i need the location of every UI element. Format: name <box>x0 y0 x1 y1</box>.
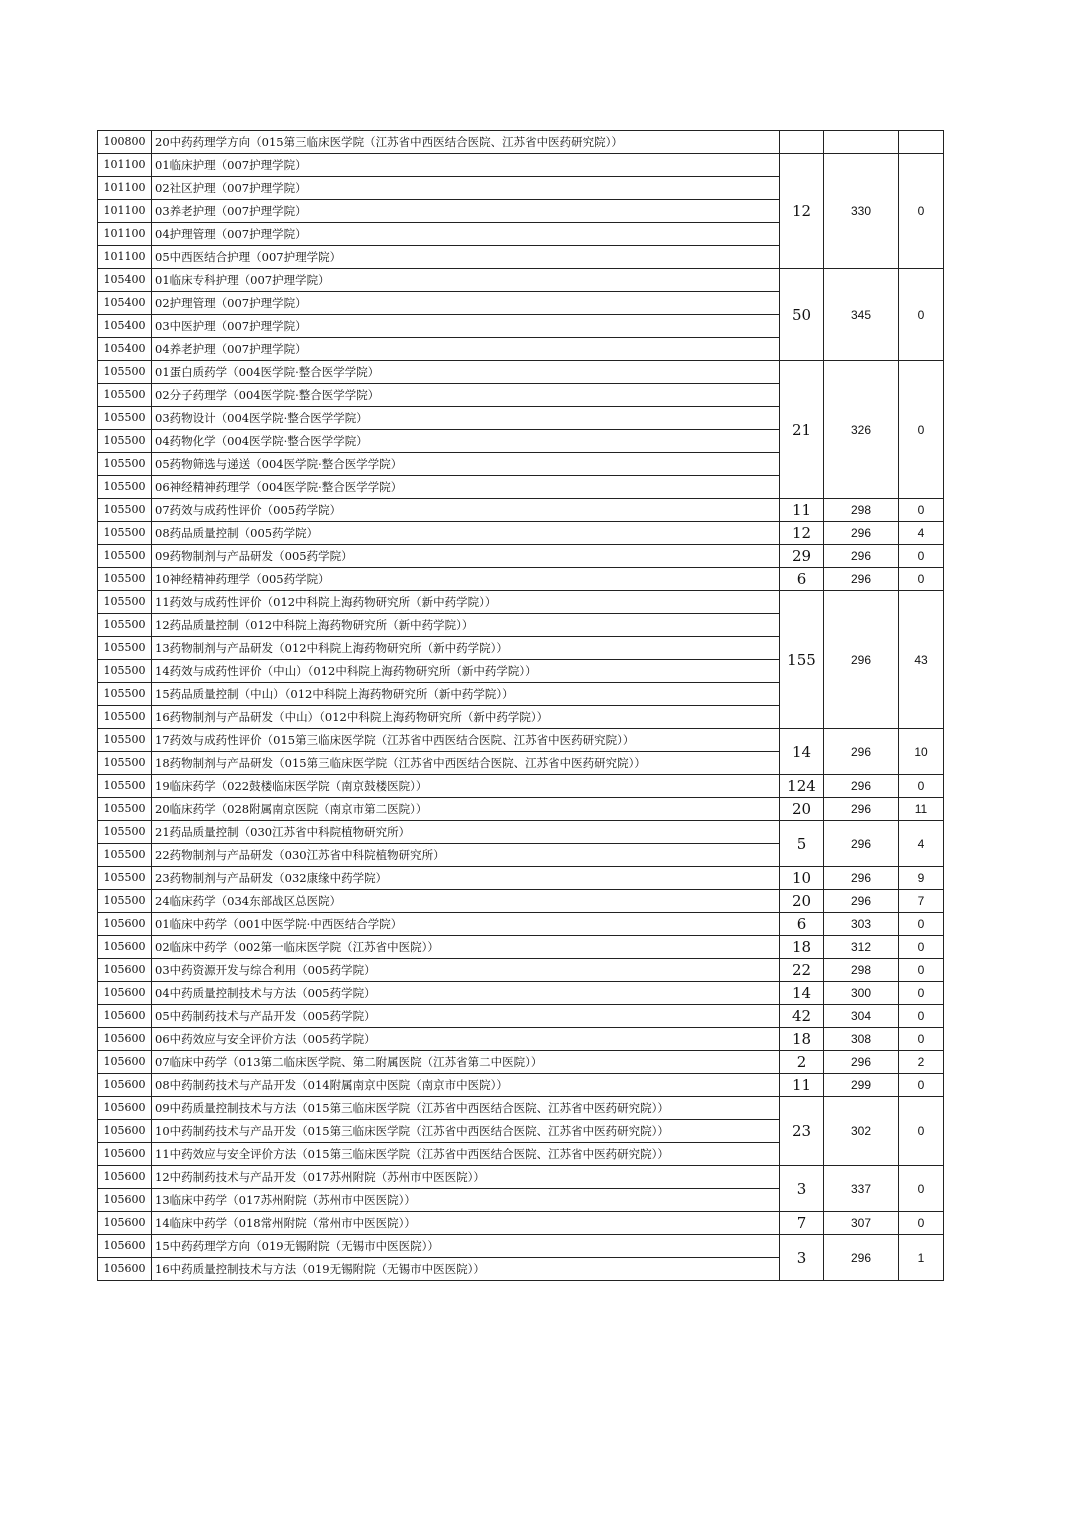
plan-count: 3 <box>780 1166 824 1212</box>
plan-count: 18 <box>780 1028 824 1051</box>
direction-name: 02护理管理（007护理学院） <box>152 292 780 315</box>
direction-name: 06中药效应与安全评价方法（005药学院） <box>152 1028 780 1051</box>
min-score: 298 <box>824 959 899 982</box>
major-code: 105600 <box>98 1074 152 1097</box>
direction-name: 05中药制药技术与产品开发（005药学院） <box>152 1005 780 1028</box>
min-score: 330 <box>824 154 899 269</box>
table-row <box>98 1212 944 1235</box>
min-score: 296 <box>824 775 899 798</box>
major-code: 105600 <box>98 1166 152 1189</box>
direction-name: 13药物制剂与产品研发（012中科院上海药物研究所（新中药学院）） <box>152 637 780 660</box>
table-row <box>98 591 944 614</box>
table-row <box>98 1097 944 1120</box>
major-code: 105500 <box>98 867 152 890</box>
plan-count: 18 <box>780 936 824 959</box>
adjust-count: 0 <box>899 545 944 568</box>
adjust-count: 0 <box>899 1005 944 1028</box>
table-row <box>98 982 944 1005</box>
direction-name: 20中药药理学方向（015第三临床医学院（江苏省中西医结合医院、江苏省中医药研究院）） <box>152 131 780 154</box>
major-code: 105500 <box>98 798 152 821</box>
direction-name: 15中药药理学方向（019无锡附院（无锡市中医医院）） <box>152 1235 780 1258</box>
min-score: 308 <box>824 1028 899 1051</box>
direction-name: 04护理管理（007护理学院） <box>152 223 780 246</box>
major-code: 105500 <box>98 453 152 476</box>
major-code: 105600 <box>98 959 152 982</box>
min-score: 296 <box>824 591 899 729</box>
min-score: 296 <box>824 1051 899 1074</box>
major-code: 105500 <box>98 430 152 453</box>
direction-name: 03药物设计（004医学院·整合医学学院） <box>152 407 780 430</box>
min-score: 296 <box>824 867 899 890</box>
major-code: 105600 <box>98 1028 152 1051</box>
min-score: 296 <box>824 890 899 913</box>
major-code: 105400 <box>98 315 152 338</box>
min-score <box>824 131 899 154</box>
adjust-count: 7 <box>899 890 944 913</box>
table-row <box>98 890 944 913</box>
major-code: 105500 <box>98 522 152 545</box>
direction-name: 12中药制药技术与产品开发（017苏州附院（苏州市中医医院）） <box>152 1166 780 1189</box>
direction-name: 08中药制药技术与产品开发（014附属南京中医院（南京市中医院）） <box>152 1074 780 1097</box>
direction-name: 14临床中药学（018常州附院（常州市中医医院）） <box>152 1212 780 1235</box>
major-code: 105600 <box>98 1235 152 1258</box>
table-row <box>98 131 944 154</box>
min-score: 337 <box>824 1166 899 1212</box>
major-code: 105600 <box>98 1005 152 1028</box>
plan-count: 5 <box>780 821 824 867</box>
direction-name: 16中药质量控制技术与方法（019无锡附院（无锡市中医医院）） <box>152 1258 780 1281</box>
plan-count: 23 <box>780 1097 824 1166</box>
major-code: 105500 <box>98 407 152 430</box>
direction-name: 04中药质量控制技术与方法（005药学院） <box>152 982 780 1005</box>
min-score: 296 <box>824 729 899 775</box>
table-row <box>98 361 944 384</box>
table-row <box>98 545 944 568</box>
direction-name: 15药品质量控制（中山）（012中科院上海药物研究所（新中药学院）） <box>152 683 780 706</box>
table-row <box>98 522 944 545</box>
adjust-count: 43 <box>899 591 944 729</box>
direction-name: 11药效与成药性评价（012中科院上海药物研究所（新中药学院）） <box>152 591 780 614</box>
plan-count: 42 <box>780 1005 824 1028</box>
major-code: 105600 <box>98 1189 152 1212</box>
min-score: 304 <box>824 1005 899 1028</box>
major-code: 105500 <box>98 591 152 614</box>
direction-name: 14药效与成药性评价（中山）（012中科院上海药物研究所（新中药学院）） <box>152 660 780 683</box>
direction-name: 22药物制剂与产品研发（030江苏省中科院植物研究所） <box>152 844 780 867</box>
min-score: 345 <box>824 269 899 361</box>
table-row <box>98 1028 944 1051</box>
adjust-count: 10 <box>899 729 944 775</box>
table-row <box>98 798 944 821</box>
major-code: 105600 <box>98 1143 152 1166</box>
plan-count: 6 <box>780 568 824 591</box>
table-row <box>98 775 944 798</box>
plan-count: 124 <box>780 775 824 798</box>
major-code: 105500 <box>98 568 152 591</box>
direction-name: 01蛋白质药学（004医学院·整合医学学院） <box>152 361 780 384</box>
major-code: 105500 <box>98 821 152 844</box>
direction-name: 05药物筛选与递送（004医学院·整合医学学院） <box>152 453 780 476</box>
major-code: 105600 <box>98 1051 152 1074</box>
major-code: 105600 <box>98 913 152 936</box>
major-code: 105500 <box>98 384 152 407</box>
major-code: 105400 <box>98 292 152 315</box>
adjust-count: 1 <box>899 1235 944 1281</box>
adjust-count: 0 <box>899 959 944 982</box>
table-row <box>98 913 944 936</box>
direction-name: 13临床中药学（017苏州附院（苏州市中医医院）） <box>152 1189 780 1212</box>
direction-name: 12药品质量控制（012中科院上海药物研究所（新中药学院）） <box>152 614 780 637</box>
min-score: 302 <box>824 1097 899 1166</box>
adjust-count: 0 <box>899 361 944 499</box>
major-code: 105500 <box>98 660 152 683</box>
direction-name: 03养老护理（007护理学院） <box>152 200 780 223</box>
table-row <box>98 1166 944 1189</box>
major-code: 105500 <box>98 361 152 384</box>
major-code: 105600 <box>98 1212 152 1235</box>
major-code: 105600 <box>98 982 152 1005</box>
direction-name: 04药物化学（004医学院·整合医学学院） <box>152 430 780 453</box>
direction-name: 02社区护理（007护理学院） <box>152 177 780 200</box>
plan-count: 14 <box>780 729 824 775</box>
table-row <box>98 959 944 982</box>
plan-count <box>780 131 824 154</box>
plan-count: 14 <box>780 982 824 1005</box>
major-code: 105500 <box>98 476 152 499</box>
adjust-count: 0 <box>899 499 944 522</box>
major-code: 101100 <box>98 246 152 269</box>
plan-count: 11 <box>780 499 824 522</box>
direction-name: 04养老护理（007护理学院） <box>152 338 780 361</box>
direction-name: 24临床药学（034东部战区总医院） <box>152 890 780 913</box>
plan-count: 20 <box>780 798 824 821</box>
min-score: 296 <box>824 522 899 545</box>
adjust-count: 4 <box>899 522 944 545</box>
table-row <box>98 936 944 959</box>
table-row <box>98 867 944 890</box>
table-row <box>98 568 944 591</box>
direction-name: 01临床护理（007护理学院） <box>152 154 780 177</box>
direction-name: 10神经精神药理学（005药学院） <box>152 568 780 591</box>
direction-name: 05中西医结合护理（007护理学院） <box>152 246 780 269</box>
plan-count: 2 <box>780 1051 824 1074</box>
min-score: 307 <box>824 1212 899 1235</box>
direction-name: 23药物制剂与产品研发（032康缘中药学院） <box>152 867 780 890</box>
direction-name: 09中药质量控制技术与方法（015第三临床医学院（江苏省中西医结合医院、江苏省中医药研究院）） <box>152 1097 780 1120</box>
plan-count: 10 <box>780 867 824 890</box>
direction-name: 10中药制药技术与产品开发（015第三临床医学院（江苏省中西医结合医院、江苏省中医药研究院）） <box>152 1120 780 1143</box>
direction-name: 17药效与成药性评价（015第三临床医学院（江苏省中西医结合医院、江苏省中医药研究院）） <box>152 729 780 752</box>
direction-name: 07临床中药学（013第二临床医学院、第二附属医院（江苏省第二中医院）） <box>152 1051 780 1074</box>
direction-name: 01临床专科护理（007护理学院） <box>152 269 780 292</box>
major-code: 101100 <box>98 177 152 200</box>
direction-name: 07药效与成药性评价（005药学院） <box>152 499 780 522</box>
adjust-count: 0 <box>899 154 944 269</box>
table-row <box>98 821 944 844</box>
adjust-count <box>899 131 944 154</box>
plan-count: 155 <box>780 591 824 729</box>
direction-name: 06神经精神药理学（004医学院·整合医学学院） <box>152 476 780 499</box>
min-score: 296 <box>824 1235 899 1281</box>
table-body <box>98 131 944 1281</box>
direction-name: 03中药资源开发与综合利用（005药学院） <box>152 959 780 982</box>
adjust-count: 0 <box>899 913 944 936</box>
major-code: 105500 <box>98 614 152 637</box>
min-score: 326 <box>824 361 899 499</box>
table-row <box>98 1005 944 1028</box>
adjust-count: 4 <box>899 821 944 867</box>
major-code: 105500 <box>98 706 152 729</box>
min-score: 312 <box>824 936 899 959</box>
adjust-count: 2 <box>899 1051 944 1074</box>
plan-count: 22 <box>780 959 824 982</box>
direction-name: 03中医护理（007护理学院） <box>152 315 780 338</box>
table-row <box>98 1051 944 1074</box>
major-code: 101100 <box>98 154 152 177</box>
plan-count: 11 <box>780 1074 824 1097</box>
major-code: 105600 <box>98 936 152 959</box>
table-row <box>98 499 944 522</box>
direction-name: 16药物制剂与产品研发（中山）（012中科院上海药物研究所（新中药学院）） <box>152 706 780 729</box>
plan-count: 20 <box>780 890 824 913</box>
adjust-count: 0 <box>899 1097 944 1166</box>
table-row <box>98 1074 944 1097</box>
direction-name: 01临床中药学（001中医学院·中西医结合学院） <box>152 913 780 936</box>
min-score: 296 <box>824 545 899 568</box>
major-code: 101100 <box>98 200 152 223</box>
major-code: 101100 <box>98 223 152 246</box>
adjust-count: 0 <box>899 1166 944 1212</box>
table-row <box>98 154 944 177</box>
direction-name: 19临床药学（022鼓楼临床医学院（南京鼓楼医院）） <box>152 775 780 798</box>
adjust-count: 0 <box>899 269 944 361</box>
plan-count: 3 <box>780 1235 824 1281</box>
direction-name: 08药品质量控制（005药学院） <box>152 522 780 545</box>
min-score: 296 <box>824 798 899 821</box>
adjust-count: 11 <box>899 798 944 821</box>
plan-count: 29 <box>780 545 824 568</box>
direction-name: 18药物制剂与产品研发（015第三临床医学院（江苏省中西医结合医院、江苏省中医药研究院）） <box>152 752 780 775</box>
major-code: 105500 <box>98 499 152 522</box>
adjust-count: 0 <box>899 1212 944 1235</box>
direction-name: 02分子药理学（004医学院·整合医学学院） <box>152 384 780 407</box>
table-row <box>98 729 944 752</box>
adjust-count: 0 <box>899 936 944 959</box>
min-score: 300 <box>824 982 899 1005</box>
adjust-count: 9 <box>899 867 944 890</box>
plan-count: 12 <box>780 522 824 545</box>
major-code: 105600 <box>98 1258 152 1281</box>
major-code: 105600 <box>98 1120 152 1143</box>
major-code: 105400 <box>98 269 152 292</box>
direction-name: 11中药效应与安全评价方法（015第三临床医学院（江苏省中西医结合医院、江苏省中医药研究院）） <box>152 1143 780 1166</box>
major-code: 105400 <box>98 338 152 361</box>
major-code: 105500 <box>98 844 152 867</box>
plan-count: 50 <box>780 269 824 361</box>
plan-count: 21 <box>780 361 824 499</box>
direction-name: 02临床中药学（002第一临床医学院（江苏省中医院）） <box>152 936 780 959</box>
adjust-count: 0 <box>899 1028 944 1051</box>
major-code: 105500 <box>98 545 152 568</box>
major-code: 100800 <box>98 131 152 154</box>
admissions-table <box>97 130 944 1281</box>
major-code: 105600 <box>98 1097 152 1120</box>
adjust-count: 0 <box>899 1074 944 1097</box>
table-row <box>98 1235 944 1258</box>
major-code: 105500 <box>98 752 152 775</box>
min-score: 296 <box>824 568 899 591</box>
adjust-count: 0 <box>899 568 944 591</box>
plan-count: 7 <box>780 1212 824 1235</box>
major-code: 105500 <box>98 890 152 913</box>
min-score: 303 <box>824 913 899 936</box>
major-code: 105500 <box>98 683 152 706</box>
major-code: 105500 <box>98 637 152 660</box>
table-row <box>98 269 944 292</box>
major-code: 105500 <box>98 729 152 752</box>
plan-count: 6 <box>780 913 824 936</box>
direction-name: 21药品质量控制（030江苏省中科院植物研究所） <box>152 821 780 844</box>
min-score: 299 <box>824 1074 899 1097</box>
min-score: 296 <box>824 821 899 867</box>
adjust-count: 0 <box>899 982 944 1005</box>
direction-name: 20临床药学（028附属南京医院（南京市第二医院）） <box>152 798 780 821</box>
direction-name: 09药物制剂与产品研发（005药学院） <box>152 545 780 568</box>
plan-count: 12 <box>780 154 824 269</box>
adjust-count: 0 <box>899 775 944 798</box>
min-score: 298 <box>824 499 899 522</box>
major-code: 105500 <box>98 775 152 798</box>
